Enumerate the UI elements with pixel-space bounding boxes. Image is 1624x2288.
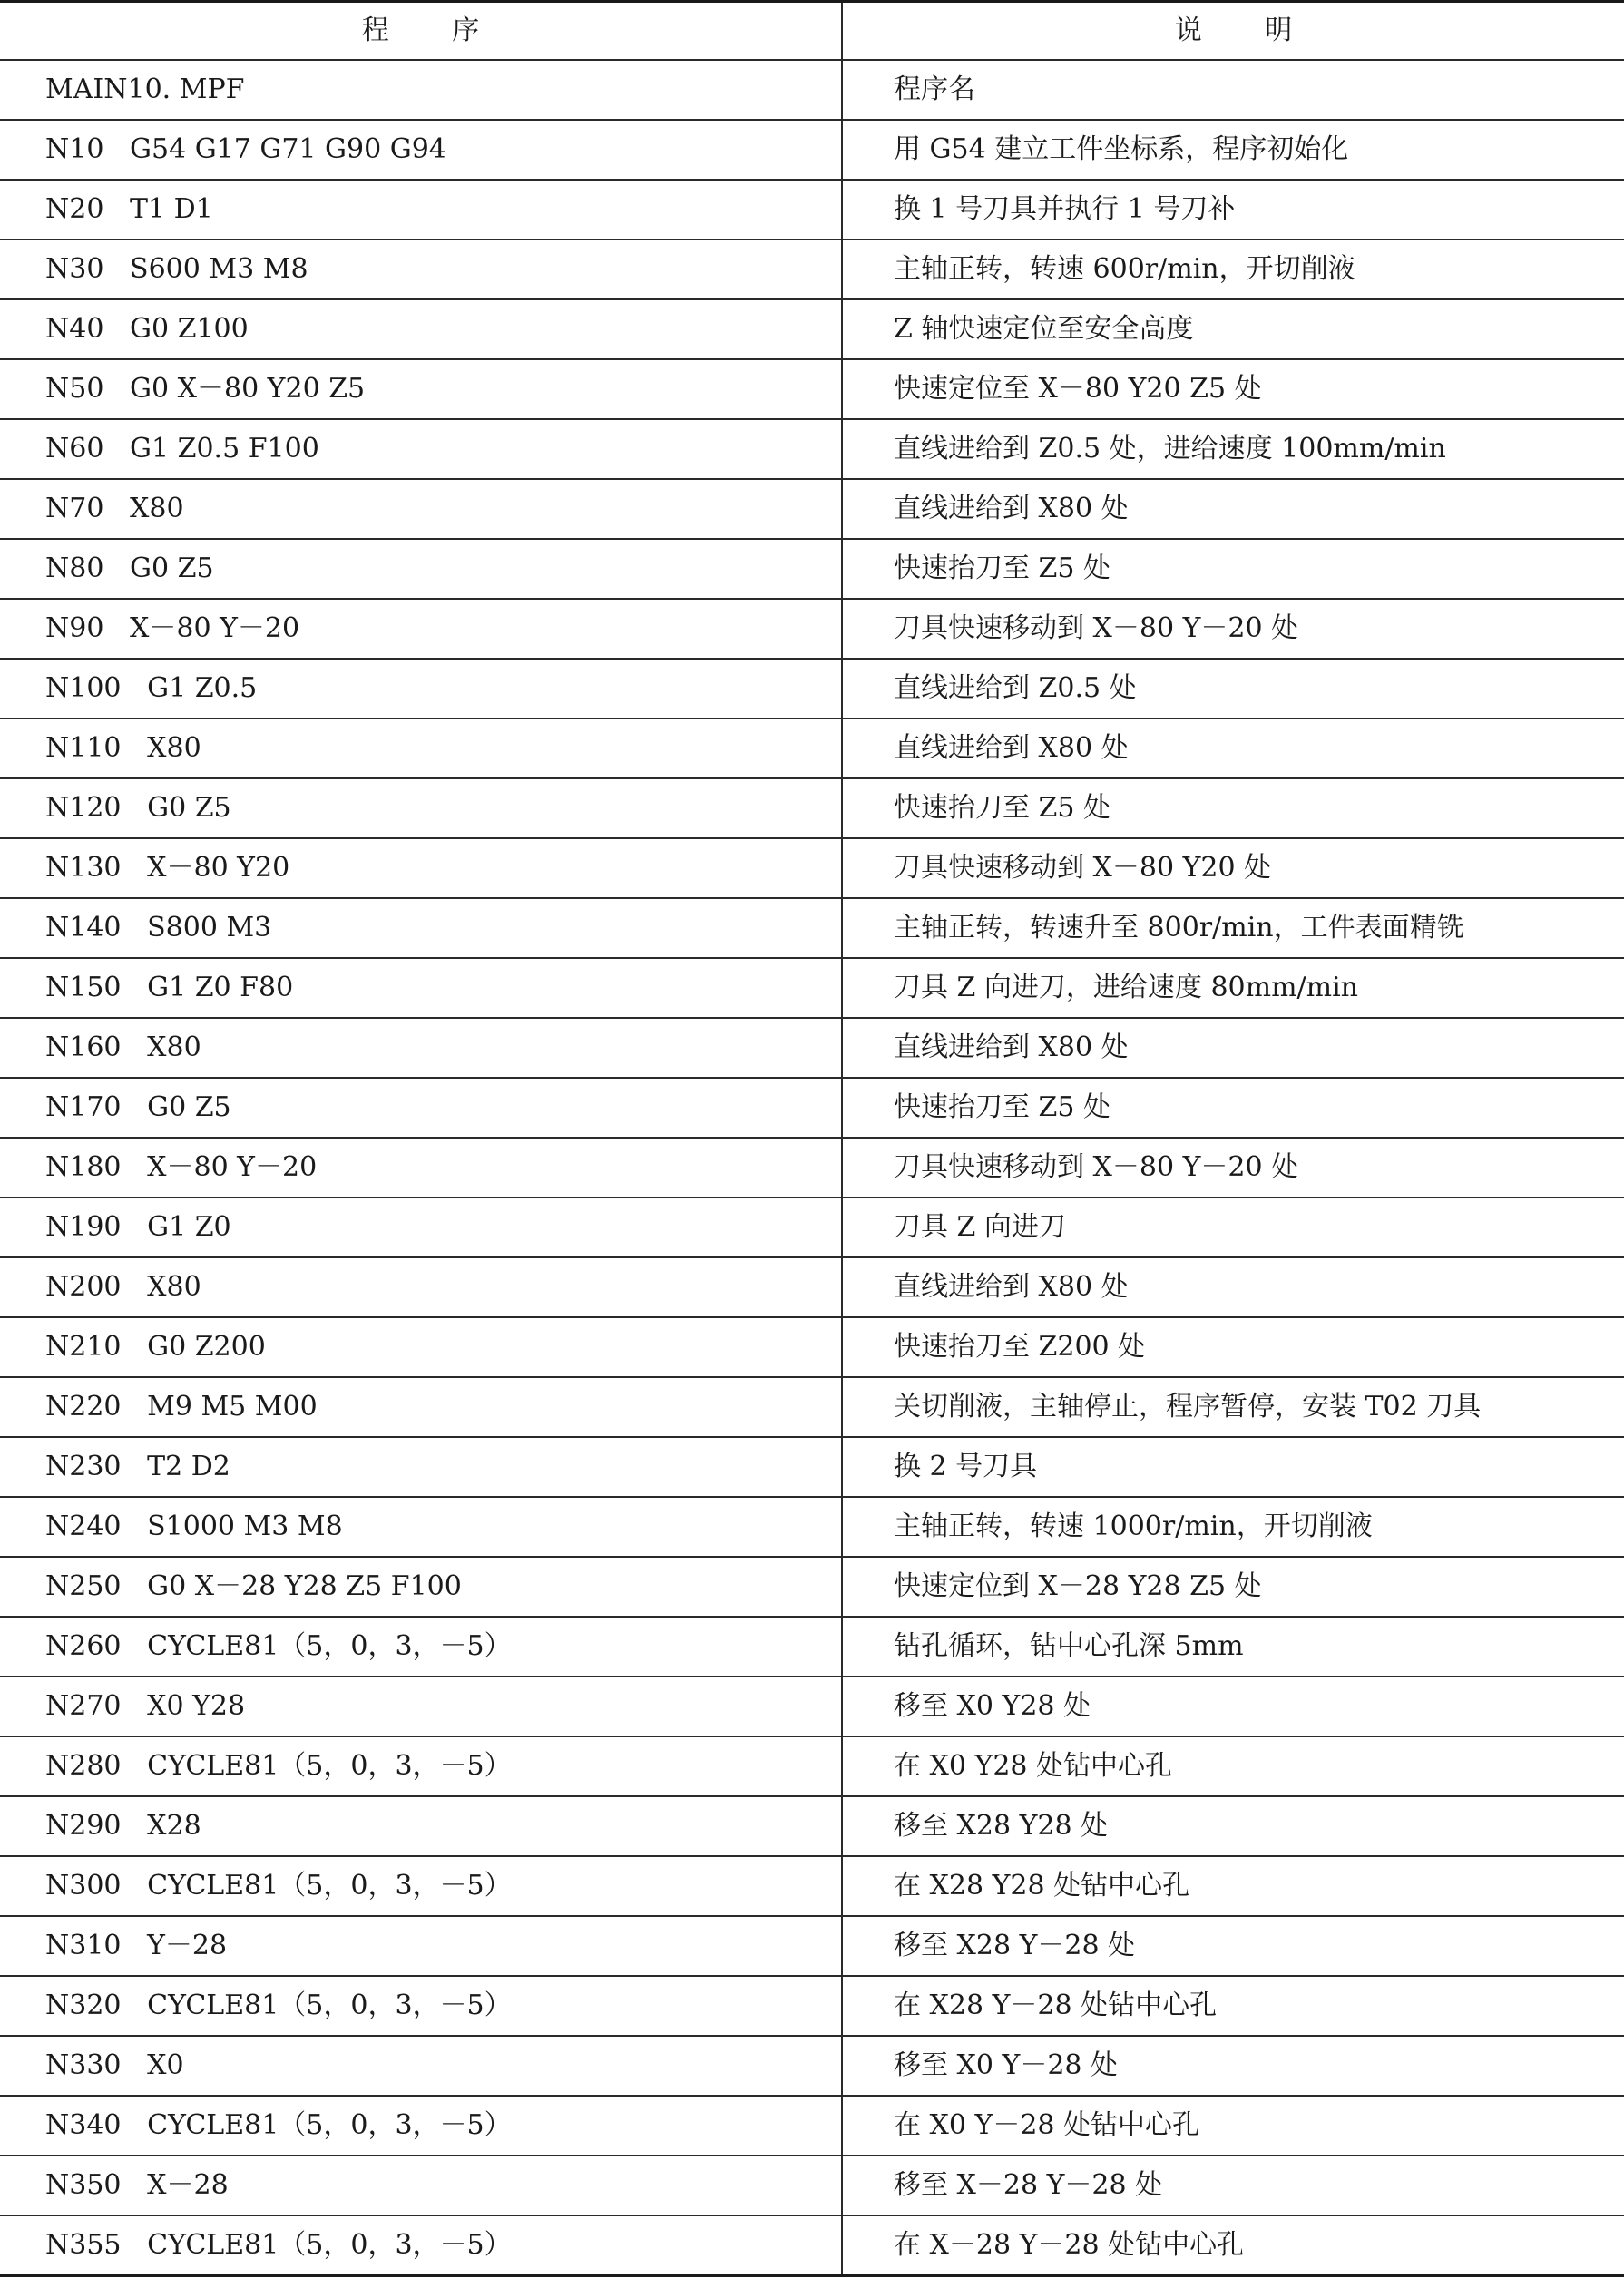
description-column-header: 说 明 — [842, 2, 1624, 61]
program-cell: N280 CYCLE81（5，0，3，－5） — [0, 1736, 842, 1796]
description-cell: 刀具 Z 向进刀，进给速度 80mm/min — [842, 958, 1624, 1018]
table-row — [0, 299, 1624, 359]
table-row — [0, 1677, 1624, 1736]
table-row — [0, 120, 1624, 180]
table-row — [0, 778, 1624, 838]
program-cell: N50 G0 X－80 Y20 Z5 — [0, 359, 842, 419]
table-row — [0, 719, 1624, 778]
program-cell: N220 M9 M5 M00 — [0, 1377, 842, 1437]
description-cell: 快速定位到 X－28 Y28 Z5 处 — [842, 1557, 1624, 1617]
description-cell: 主轴正转，转速升至 800r/min，工件表面精铣 — [842, 898, 1624, 958]
description-cell: 快速抬刀至 Z200 处 — [842, 1317, 1624, 1377]
table-row — [0, 1617, 1624, 1677]
table-row — [0, 1557, 1624, 1617]
table-row — [0, 180, 1624, 240]
program-cell: N330 X0 — [0, 2036, 842, 2096]
program-cell: N230 T2 D2 — [0, 1437, 842, 1497]
program-cell: N160 X80 — [0, 1018, 842, 1078]
program-cell: N310 Y－28 — [0, 1916, 842, 1976]
table-row — [0, 1856, 1624, 1916]
program-cell: N30 S600 M3 M8 — [0, 240, 842, 299]
description-cell: 直线进给到 X80 处 — [842, 1018, 1624, 1078]
description-cell: 主轴正转，转速 1000r/min，开切削液 — [842, 1497, 1624, 1557]
program-cell: N290 X28 — [0, 1796, 842, 1856]
description-cell: 在 X28 Y28 处钻中心孔 — [842, 1856, 1624, 1916]
program-cell: N60 G1 Z0.5 F100 — [0, 419, 842, 479]
table-row — [0, 1736, 1624, 1796]
table-row — [0, 659, 1624, 719]
description-cell: 换 1 号刀具并执行 1 号刀补 — [842, 180, 1624, 240]
description-cell: 用 G54 建立工件坐标系，程序初始化 — [842, 120, 1624, 180]
program-cell: N70 X80 — [0, 479, 842, 539]
description-cell: 快速抬刀至 Z5 处 — [842, 539, 1624, 599]
table-row — [0, 1138, 1624, 1198]
table-body — [0, 60, 1624, 2276]
description-cell: 刀具快速移动到 X－80 Y－20 处 — [842, 599, 1624, 659]
table-row — [0, 1257, 1624, 1317]
program-cell: N240 S1000 M3 M8 — [0, 1497, 842, 1557]
program-cell: N120 G0 Z5 — [0, 778, 842, 838]
table-row — [0, 1377, 1624, 1437]
description-cell: 快速抬刀至 Z5 处 — [842, 778, 1624, 838]
description-cell: 刀具 Z 向进刀 — [842, 1198, 1624, 1257]
description-cell: 在 X－28 Y－28 处钻中心孔 — [842, 2215, 1624, 2276]
description-cell: 快速抬刀至 Z5 处 — [842, 1078, 1624, 1138]
description-cell: 换 2 号刀具 — [842, 1437, 1624, 1497]
program-cell: N170 G0 Z5 — [0, 1078, 842, 1138]
description-cell: 程序名 — [842, 60, 1624, 120]
program-cell: N190 G1 Z0 — [0, 1198, 842, 1257]
table-row — [0, 1976, 1624, 2036]
description-cell: 移至 X0 Y－28 处 — [842, 2036, 1624, 2096]
table-row — [0, 958, 1624, 1018]
table-row — [0, 1497, 1624, 1557]
program-column-header: 程 序 — [0, 2, 842, 61]
table-row — [0, 60, 1624, 120]
program-cell: N180 X－80 Y－20 — [0, 1138, 842, 1198]
description-cell: 主轴正转，转速 600r/min，开切削液 — [842, 240, 1624, 299]
table-row — [0, 1796, 1624, 1856]
description-cell: Z 轴快速定位至安全高度 — [842, 299, 1624, 359]
program-cell: N355 CYCLE81（5，0，3，－5） — [0, 2215, 842, 2276]
program-cell: N110 X80 — [0, 719, 842, 778]
program-cell: N20 T1 D1 — [0, 180, 842, 240]
table-row — [0, 898, 1624, 958]
description-cell: 在 X28 Y－28 处钻中心孔 — [842, 1976, 1624, 2036]
table-row — [0, 359, 1624, 419]
description-cell: 刀具快速移动到 X－80 Y－20 处 — [842, 1138, 1624, 1198]
program-cell: N90 X－80 Y－20 — [0, 599, 842, 659]
description-cell: 直线进给到 Z0.5 处，进给速度 100mm/min — [842, 419, 1624, 479]
table-row — [0, 1198, 1624, 1257]
program-cell: N80 G0 Z5 — [0, 539, 842, 599]
program-cell: N340 CYCLE81（5，0，3，－5） — [0, 2096, 842, 2156]
description-cell: 直线进给到 X80 处 — [842, 479, 1624, 539]
description-cell: 快速定位至 X－80 Y20 Z5 处 — [842, 359, 1624, 419]
description-cell: 移至 X0 Y28 处 — [842, 1677, 1624, 1736]
table-row — [0, 1317, 1624, 1377]
description-cell: 关切削液，主轴停止，程序暂停，安装 T02 刀具 — [842, 1377, 1624, 1437]
description-cell: 刀具快速移动到 X－80 Y20 处 — [842, 838, 1624, 898]
program-cell: N140 S800 M3 — [0, 898, 842, 958]
program-cell: N250 G0 X－28 Y28 Z5 F100 — [0, 1557, 842, 1617]
program-cell: N350 X－28 — [0, 2156, 842, 2215]
description-cell: 在 X0 Y28 处钻中心孔 — [842, 1736, 1624, 1796]
description-cell: 在 X0 Y－28 处钻中心孔 — [842, 2096, 1624, 2156]
table-row — [0, 2096, 1624, 2156]
table-row — [0, 838, 1624, 898]
description-cell: 直线进给到 X80 处 — [842, 719, 1624, 778]
description-cell: 移至 X－28 Y－28 处 — [842, 2156, 1624, 2215]
table-row — [0, 2215, 1624, 2276]
table-row — [0, 240, 1624, 299]
program-cell: N270 X0 Y28 — [0, 1677, 842, 1736]
description-cell: 直线进给到 X80 处 — [842, 1257, 1624, 1317]
table-row — [0, 2036, 1624, 2096]
program-cell: N150 G1 Z0 F80 — [0, 958, 842, 1018]
table-row — [0, 539, 1624, 599]
description-cell: 直线进给到 Z0.5 处 — [842, 659, 1624, 719]
table-row — [0, 479, 1624, 539]
table-row — [0, 419, 1624, 479]
table-header-row — [0, 2, 1624, 61]
table-row — [0, 1018, 1624, 1078]
description-cell: 移至 X28 Y－28 处 — [842, 1916, 1624, 1976]
program-cell: N260 CYCLE81（5，0，3，－5） — [0, 1617, 842, 1677]
program-cell: N300 CYCLE81（5，0，3，－5） — [0, 1856, 842, 1916]
table-row — [0, 599, 1624, 659]
description-cell: 移至 X28 Y28 处 — [842, 1796, 1624, 1856]
table-row — [0, 1437, 1624, 1497]
table-row — [0, 2156, 1624, 2215]
table-row — [0, 1916, 1624, 1976]
program-cell: N320 CYCLE81（5，0，3，－5） — [0, 1976, 842, 2036]
program-cell: N130 X－80 Y20 — [0, 838, 842, 898]
table-row — [0, 1078, 1624, 1138]
program-cell: N40 G0 Z100 — [0, 299, 842, 359]
description-cell: 钻孔循环，钻中心孔深 5mm — [842, 1617, 1624, 1677]
program-cell: N200 X80 — [0, 1257, 842, 1317]
program-cell: N210 G0 Z200 — [0, 1317, 842, 1377]
program-cell: N10 G54 G17 G71 G90 G94 — [0, 120, 842, 180]
program-cell: N100 G1 Z0.5 — [0, 659, 842, 719]
program-cell: MAIN10. MPF — [0, 60, 842, 120]
